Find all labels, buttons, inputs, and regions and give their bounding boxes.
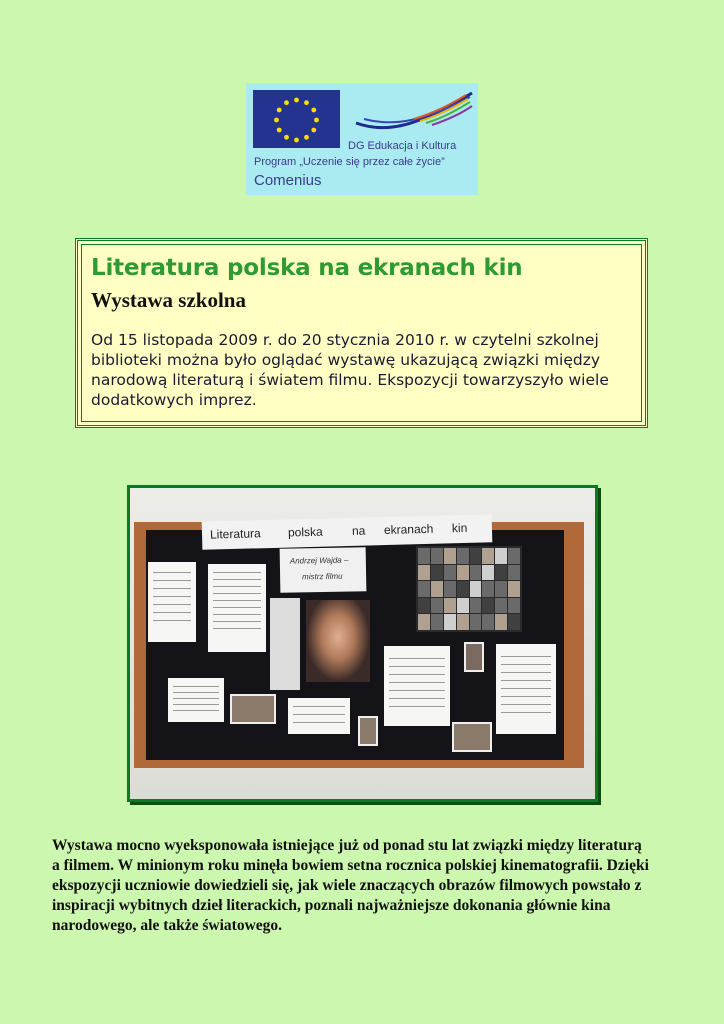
logo-comenius-label: Comenius [254,172,322,189]
board-paper [496,644,556,734]
wajda-card-line: mistrz filmu [302,571,343,582]
banner-word: ekranach [383,521,434,538]
article-subtitle: Wystawa szkolna [91,288,246,312]
board-photo [452,722,492,752]
eu-flag-icon [253,90,340,148]
board-photo [358,716,378,746]
board-paper [168,678,224,722]
board-paper [208,564,266,652]
wajda-portrait [306,600,370,682]
wajda-card-line: Andrzej Wajda – [289,555,349,566]
comenius-logo [246,83,478,195]
wajda-card [280,547,367,592]
board-paper [384,646,450,726]
logo-program-label: Program „Uczenie się przez całe życie” [254,156,445,168]
logo-dg-label: DG Edukacja i Kultura [348,140,457,152]
banner-word: Literatura [209,526,261,542]
board-paper [148,562,196,642]
board-photo [230,694,276,724]
lifelong-learning-swoosh-icon [354,89,474,135]
board-paper [288,698,350,734]
article-title: Literatura polska na ekranach kin [91,255,523,281]
board-paper [270,598,300,690]
body-paragraph: Wystawa mocno wyeksponowała istniejące już od ponad stu lat związki między literaturą a filmem. W minionym roku minęła bowiem setna rocznica polskiej kinematografii. Dzięki ekspozycji uczniowie dowiedzieli się, jak wiele znaczących obrazów filmowych powstało z inspiracji wybitnych dzieł literackich, poznali najważniejsze dokonania głównie kina narodowego, ale także światowego. [52,837,649,934]
article-box [75,238,648,428]
banner-word: kin [451,520,468,536]
board-photo [464,642,484,672]
film-stills-mosaic [416,546,522,632]
article-intro: Od 15 listopada 2009 r. do 20 stycznia 2010 r. w czytelni szkolnej biblioteki można było oglądać wystawę ukazującą związki między narodową literaturą i światem filmu. Ekspozycji towarzyszyło wiele dodatkowych imprez. [91,331,609,409]
banner-word: polska [287,524,323,540]
exhibition-photo [127,485,598,802]
banner-word: na [351,523,366,538]
